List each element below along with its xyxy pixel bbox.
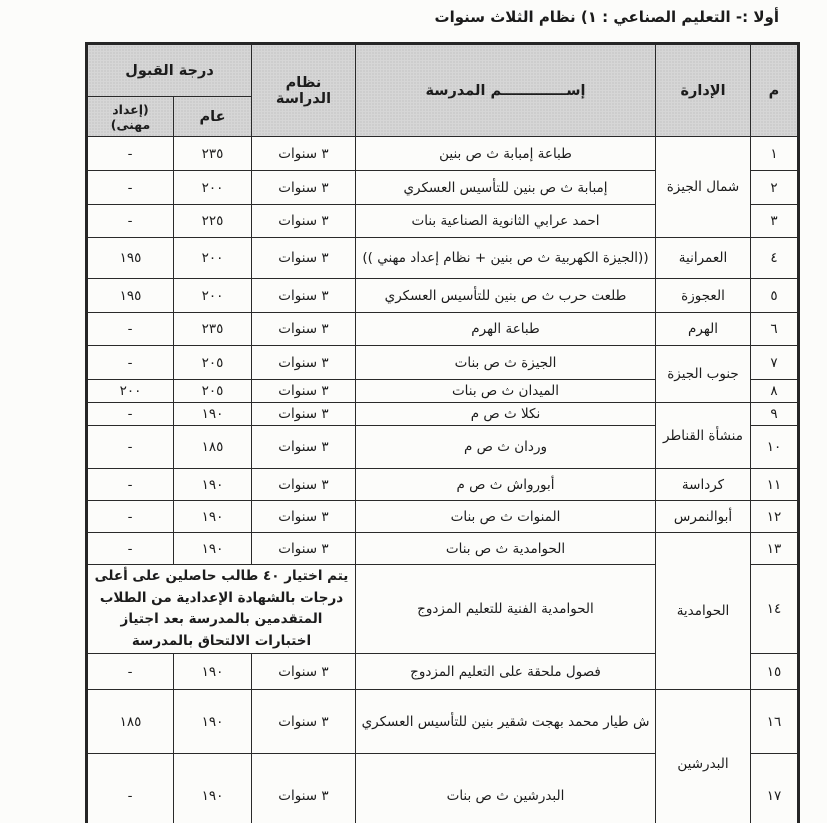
table-header <box>87 44 799 137</box>
school-cell: طلعت حرب ث ص بنين للتأسيس العسكري <box>356 279 656 313</box>
general-grade-cell: ١٩٠ <box>174 654 252 690</box>
general-grade-cell: ١٩٠ <box>174 501 252 533</box>
vocational-grade-cell: ٢٠٠ <box>87 380 174 403</box>
general-grade-cell: ٢٣٥ <box>174 137 252 171</box>
school-cell: نكلا ث ص م <box>356 403 656 426</box>
school-cell: إمبابة ث ص بنين للتأسيس العسكري <box>356 171 656 205</box>
vocational-grade-cell: - <box>87 403 174 426</box>
vocational-grade-cell: - <box>87 754 174 823</box>
school-cell: طباعة إمبابة ث ص بنين <box>356 137 656 171</box>
num-cell: ١٤ <box>751 565 799 654</box>
admin-cell: أبوالنمرس <box>656 501 751 533</box>
num-cell: ١٢ <box>751 501 799 533</box>
system-cell: ٣ سنوات <box>252 533 356 565</box>
num-cell: ٩ <box>751 403 799 426</box>
school-cell: الحوامدية الفنية للتعليم المزدوج <box>356 565 656 654</box>
system-cell: ٣ سنوات <box>252 137 356 171</box>
general-grade-cell: ١٩٠ <box>174 403 252 426</box>
general-grade-cell: ١٩٠ <box>174 690 252 754</box>
table-row <box>87 346 799 380</box>
system-cell: ٣ سنوات <box>252 205 356 238</box>
num-cell: ١٥ <box>751 654 799 690</box>
num-cell: ١٠ <box>751 426 799 469</box>
header-general-grade: عام <box>174 97 252 137</box>
system-cell: ٣ سنوات <box>252 346 356 380</box>
system-cell: ٣ سنوات <box>252 690 356 754</box>
vocational-grade-cell: - <box>87 426 174 469</box>
num-cell: ١ <box>751 137 799 171</box>
admin-cell: شمال الجيزة <box>656 137 751 238</box>
general-grade-cell: ٢٠٥ <box>174 346 252 380</box>
num-cell: ٣ <box>751 205 799 238</box>
system-cell: ٣ سنوات <box>252 426 356 469</box>
num-cell: ١٦ <box>751 690 799 754</box>
general-grade-cell: ٢٢٥ <box>174 205 252 238</box>
vocational-grade-cell: ١٨٥ <box>87 690 174 754</box>
table-row <box>87 137 799 171</box>
num-cell: ١١ <box>751 469 799 501</box>
table-row <box>87 533 799 565</box>
general-grade-cell: ٢٠٠ <box>174 238 252 279</box>
vocational-grade-cell: - <box>87 313 174 346</box>
header-admin: الإدارة <box>656 44 751 137</box>
school-cell: ((الجيزة الكهربية ث ص بنين + نظام إعداد مهني )) <box>356 238 656 279</box>
school-cell: الحوامدية ث ص بنات <box>356 533 656 565</box>
system-cell: ٣ سنوات <box>252 313 356 346</box>
school-cell: المنوات ث ص بنات <box>356 501 656 533</box>
header-study-system: نظام الدراسة <box>252 44 356 137</box>
vocational-grade-cell: - <box>87 501 174 533</box>
num-cell: ٤ <box>751 238 799 279</box>
school-cell: الجيزة ث ص بنات <box>356 346 656 380</box>
school-cell: الميدان ث ص بنات <box>356 380 656 403</box>
admin-cell: جنوب الجيزة <box>656 346 751 403</box>
vocational-grade-cell: - <box>87 137 174 171</box>
schools-table <box>85 42 800 823</box>
table-row <box>87 501 799 533</box>
vocational-grade-cell: - <box>87 469 174 501</box>
system-cell: ٣ سنوات <box>252 754 356 823</box>
admin-cell: العمرانية <box>656 238 751 279</box>
num-cell: ١٧ <box>751 754 799 823</box>
vocational-grade-cell: - <box>87 171 174 205</box>
header-row-top <box>87 44 799 97</box>
vocational-grade-cell: - <box>87 533 174 565</box>
school-cell: أبورواش ث ص م <box>356 469 656 501</box>
system-cell: ٣ سنوات <box>252 654 356 690</box>
table-row <box>87 690 799 754</box>
header-acceptance-grade: درجة القبول <box>87 44 252 97</box>
admin-cell: كرداسة <box>656 469 751 501</box>
system-cell: ٣ سنوات <box>252 279 356 313</box>
num-cell: ٥ <box>751 279 799 313</box>
system-cell: ٣ سنوات <box>252 238 356 279</box>
num-cell: ٢ <box>751 171 799 205</box>
system-cell: ٣ سنوات <box>252 171 356 205</box>
admin-cell: منشأة القناطر <box>656 403 751 469</box>
vocational-grade-cell: - <box>87 346 174 380</box>
vocational-grade-cell: - <box>87 654 174 690</box>
selection-note-cell: يتم اختيار ٤٠ طالب حاصلين على أعلى درجات بالشهادة الإعدادية من الطلاب المتقدمين بالمدرسة بعد اجتياز اختبارات الالتحاق بالمدرسة <box>87 565 356 654</box>
general-grade-cell: ١٩٠ <box>174 469 252 501</box>
num-cell: ٦ <box>751 313 799 346</box>
system-cell: ٣ سنوات <box>252 469 356 501</box>
header-vocational-grade: (إعداد مهنى) <box>87 97 174 137</box>
table-row <box>87 279 799 313</box>
general-grade-cell: ٢٠٠ <box>174 279 252 313</box>
table-row <box>87 403 799 426</box>
header-school-name: إســـــــــــــم المدرسة <box>356 44 656 137</box>
vocational-grade-cell: ١٩٥ <box>87 238 174 279</box>
admin-cell: الهرم <box>656 313 751 346</box>
general-grade-cell: ٢٣٥ <box>174 313 252 346</box>
table-row <box>87 313 799 346</box>
general-grade-cell: ١٩٠ <box>174 533 252 565</box>
school-cell: وردان ث ص م <box>356 426 656 469</box>
school-cell: فصول ملحقة على التعليم المزدوج <box>356 654 656 690</box>
page-title: أولا :- التعليم الصناعي : ١) نظام الثلاث سنوات <box>434 8 779 26</box>
vocational-grade-cell: ١٩٥ <box>87 279 174 313</box>
admin-cell: الحوامدية <box>656 533 751 690</box>
general-grade-cell: ١٨٥ <box>174 426 252 469</box>
num-cell: ٨ <box>751 380 799 403</box>
general-grade-cell: ١٩٠ <box>174 754 252 823</box>
school-cell: احمد عرابي الثانوية الصناعية بنات <box>356 205 656 238</box>
system-cell: ٣ سنوات <box>252 403 356 426</box>
school-cell: ش طيار محمد بهجت شقير بنين للتأسيس العسكري <box>356 690 656 754</box>
num-cell: ١٣ <box>751 533 799 565</box>
table-row <box>87 238 799 279</box>
num-cell: ٧ <box>751 346 799 380</box>
system-cell: ٣ سنوات <box>252 380 356 403</box>
vocational-grade-cell: - <box>87 205 174 238</box>
admin-cell: البدرشين <box>656 690 751 823</box>
school-cell: البدرشين ث ص بنات <box>356 754 656 823</box>
header-num: م <box>751 44 799 137</box>
table-body <box>87 137 799 823</box>
general-grade-cell: ٢٠٠ <box>174 171 252 205</box>
system-cell: ٣ سنوات <box>252 501 356 533</box>
table-row <box>87 469 799 501</box>
school-cell: طباعة الهرم <box>356 313 656 346</box>
general-grade-cell: ٢٠٥ <box>174 380 252 403</box>
admin-cell: العجوزة <box>656 279 751 313</box>
